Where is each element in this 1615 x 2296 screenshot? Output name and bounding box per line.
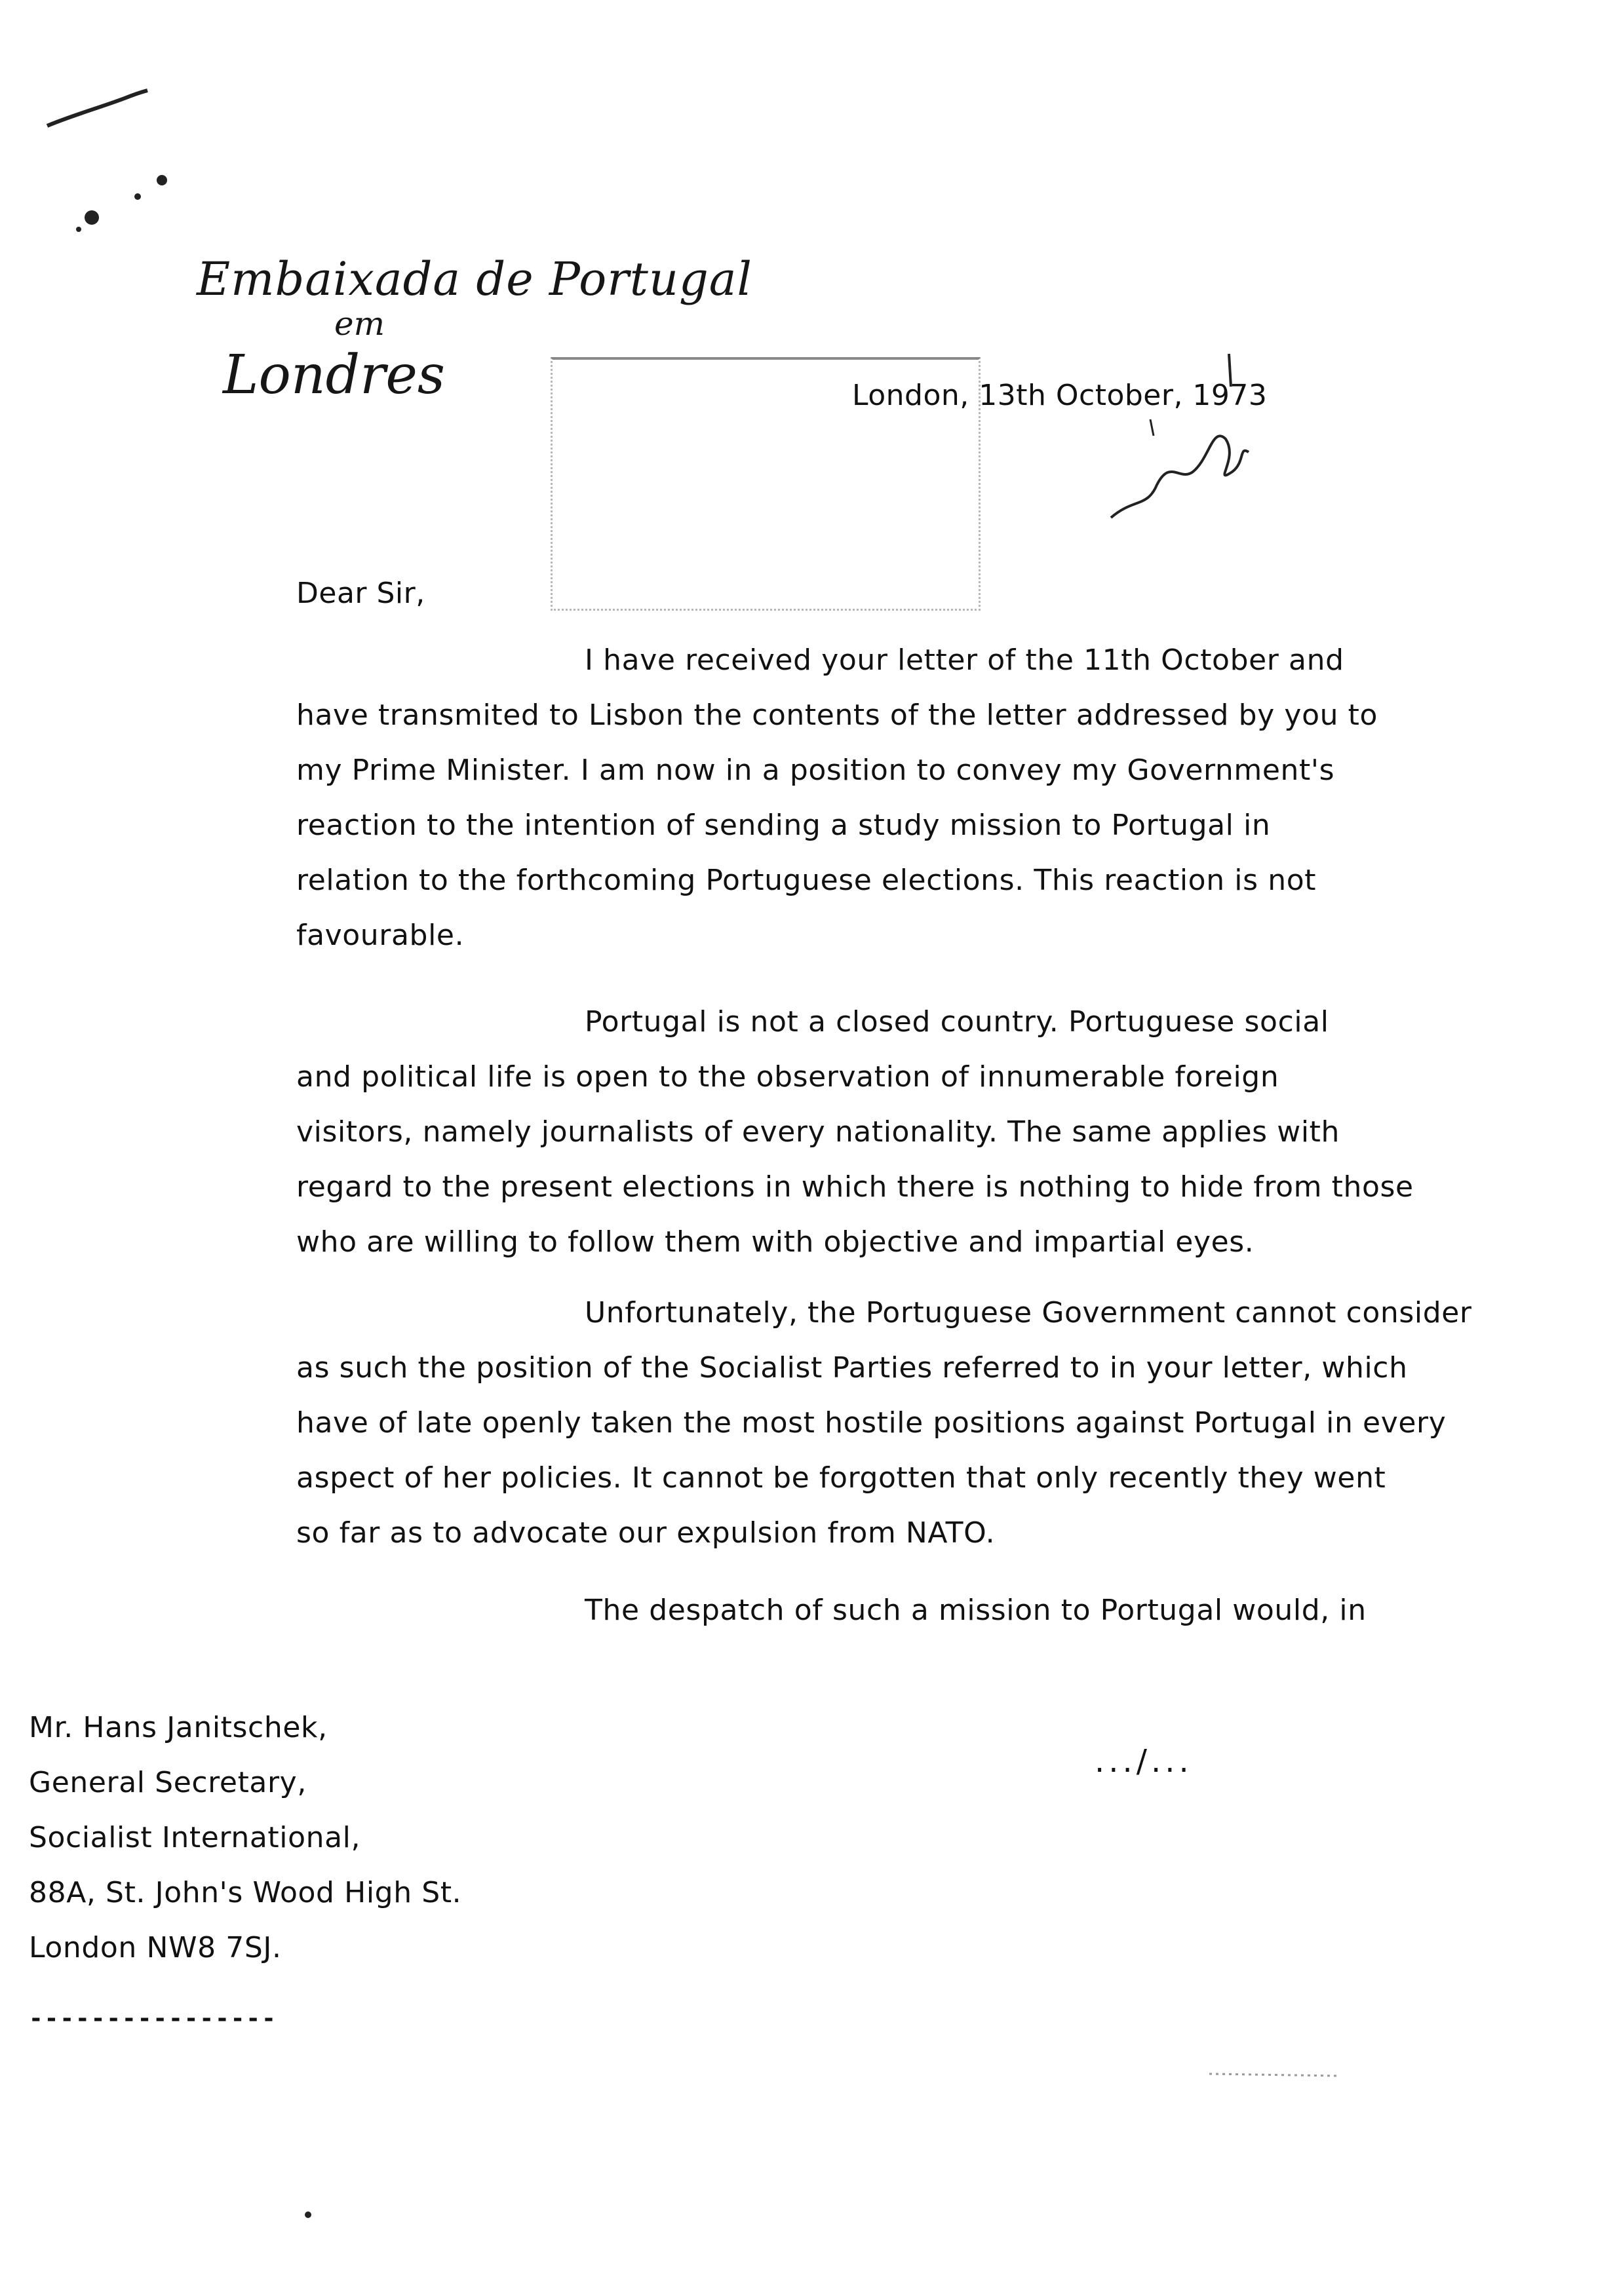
salutation: Dear Sir, [296,577,425,610]
letterhead-embassy-name: Embaixada de Portugal [197,252,752,306]
ink-dot [76,227,81,232]
continuation-mark: .../... [1095,1743,1193,1780]
body-line: Portugal is not a closed country. Portuguese social [585,1005,1329,1039]
faint-dotted-line [1209,2074,1337,2076]
pen-stroke-top-left [47,90,147,126]
ink-dot [85,210,99,225]
body-line: have transmited to Lisbon the contents of the letter addressed by you to [296,698,1378,732]
body-paragraph-2 [296,995,1476,1270]
ink-dot [157,175,167,185]
body-line: The despatch of such a mission to Portugal would, in [585,1594,1367,1627]
body-line: and political life is open to the observation of innumerable foreign [296,1060,1279,1094]
body-line: have of late openly taken the most hostile positions against Portugal in every [296,1406,1447,1440]
address-line: Mr. Hans Janitschek, [29,1711,328,1744]
ink-dot [134,193,141,200]
ink-dot [305,2211,311,2218]
letter-date: London, 13th October, 1973 [852,379,1268,412]
body-paragraph-3 [296,1286,1476,1561]
body-line: regard to the present elections in which there is nothing to hide from those [296,1170,1414,1204]
body-line: as such the position of the Socialist Parties referred to in your letter, which [296,1351,1408,1385]
body-line: I have received your letter of the 11th October and [585,643,1344,677]
recipient-address [29,1700,619,1976]
body-line: favourable. [296,919,465,952]
address-line: 88A, St. John's Wood High St. [29,1876,462,1909]
body-line: relation to the forthcoming Portuguese elections. This reaction is not [296,864,1317,897]
body-line: Unfortunately, the Portuguese Government cannot consider [585,1296,1472,1330]
address-dash-rule: ---------------- [29,2005,277,2032]
address-line: General Secretary, [29,1766,307,1799]
body-line: reaction to the intention of sending a study mission to Portugal in [296,809,1271,842]
address-line: Socialist International, [29,1821,361,1854]
body-paragraph-1 [296,633,1476,963]
body-line: aspect of her policies. It cannot be forgotten that only recently they went [296,1461,1386,1495]
body-line: so far as to advocate our expulsion from NATO. [296,1516,996,1550]
pen-tick [1150,419,1154,436]
body-paragraph-4 [296,1583,1476,1638]
letterhead-em: em [334,305,385,343]
body-line: who are willing to follow them with objective and impartial eyes. [296,1225,1255,1259]
body-line: my Prime Minister. I am now in a position to convey my Government's [296,754,1335,787]
address-line: London NW8 7SJ. [29,1931,282,1964]
letterhead-city: Londres [223,344,445,406]
body-line: visitors, namely journalists of every nationality. The same applies with [296,1115,1340,1149]
handwritten-initials [1111,436,1249,518]
